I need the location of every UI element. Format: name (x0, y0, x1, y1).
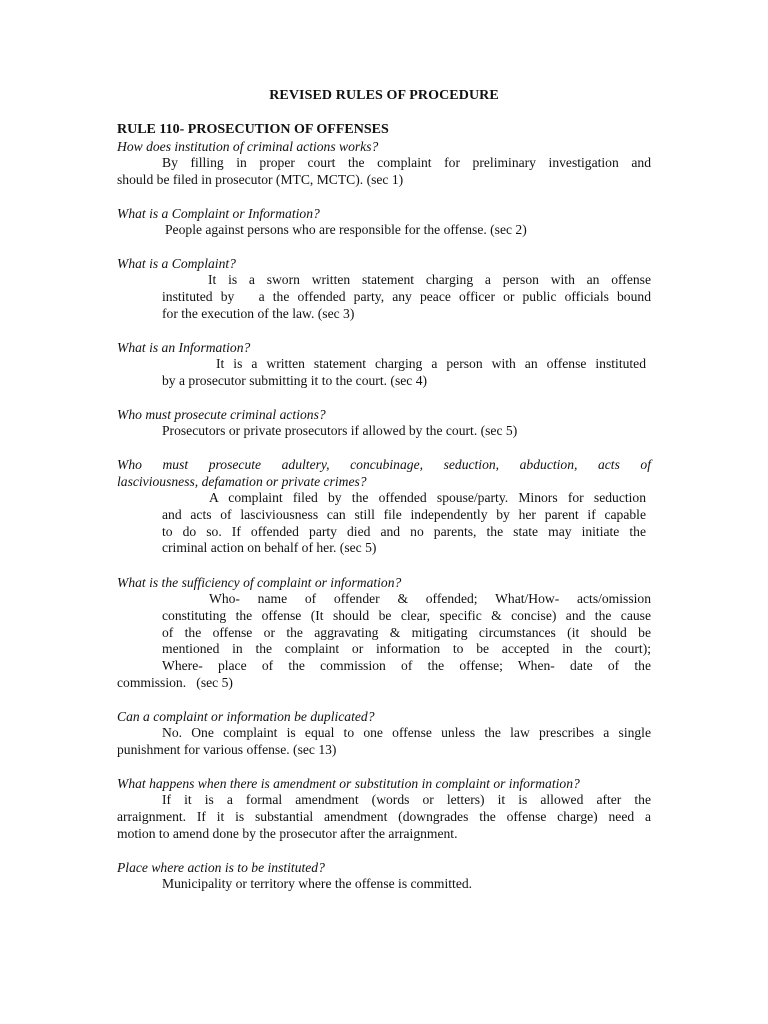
section-question: Who must prosecute criminal actions? (117, 407, 326, 422)
section-question: What is an Information? (117, 340, 251, 355)
section-answer (117, 725, 651, 759)
answer-line: by a prosecutor submitting it to the court. (sec 4) (162, 372, 428, 388)
answer-line: and acts of lasciviousness can still file independently by her parent if capable (162, 506, 646, 522)
answer-line: to do so. If offended party died and no parents, the state may initiate the (162, 523, 646, 539)
section-question: Place where action is to be instituted? (117, 860, 325, 875)
answer-line: of the offense or the aggravating & mitigating circumstances (it should be (162, 624, 651, 640)
section-question: What is a Complaint or Information? (117, 206, 320, 221)
answer-line: motion to amend done by the prosecutor after the arraignment. (117, 825, 458, 841)
answer-line: instituted by a the offended party, any peace officer or public officials bound (162, 288, 651, 304)
answer-line: It is a written statement charging a person with an offense instituted (216, 356, 646, 371)
section-question (117, 457, 651, 491)
answer-line: constituting the offense (It should be clear, specific & concise) and the cause (162, 607, 651, 623)
answer-line: for the execution of the law. (sec 3) (162, 305, 355, 321)
answer-line: Prosecutors or private prosecutors if allowed by the court. (sec 5) (162, 423, 518, 438)
answer-line: People against persons who are responsible for the offense. (sec 2) (165, 222, 527, 237)
rule-heading: RULE 110- PROSECUTION OF OFFENSES (117, 122, 389, 137)
section-answer (162, 423, 651, 440)
answer-line: mentioned in the complaint or information to be accepted in the court); (162, 641, 651, 657)
answer-line: arraignment. If it is substantial amendment (downgrades the offense charge) need a (117, 808, 651, 824)
answer-line: Where- place of the commission of the offense; When- date of the (162, 658, 651, 674)
section-answer (162, 356, 646, 390)
answer-line: It is a sworn written statement charging a person with an offense (208, 272, 651, 287)
section-question: What is a Complaint? (117, 256, 236, 271)
answer-line: Who- name of offender & offended; What/How- acts/omission (209, 591, 651, 606)
answer-line: No. One complaint is equal to one offense unless the law prescribes a single (162, 725, 651, 740)
section-answer (117, 591, 651, 692)
section-answer (117, 155, 651, 189)
answer-line: should be filed in prosecutor (MTC, MCTC). (sec 1) (117, 171, 404, 187)
answer-line: criminal action on behalf of her. (sec 5) (162, 540, 377, 556)
section-question: Can a complaint or information be duplicated? (117, 709, 375, 724)
section-answer (162, 490, 646, 557)
answer-line: commission. (sec 5) (117, 674, 233, 690)
answer-line: If it is a formal amendment (words or letters) it is allowed after the (162, 792, 651, 807)
section-question: How does institution of criminal actions works? (117, 139, 379, 154)
answer-line: A complaint filed by the offended spouse/party. Minors for seduction (209, 490, 646, 505)
answer-line: Municipality or territory where the offense is committed. (162, 876, 473, 891)
question-line: Who must prosecute adultery, concubinage, seduction, abduction, acts of (117, 457, 651, 472)
question-line: lasciviousness, defamation or private crimes? (117, 473, 367, 489)
section-question: What happens when there is amendment or substitution in complaint or information? (117, 776, 580, 791)
section-answer (162, 272, 651, 322)
section-answer (165, 222, 651, 239)
answer-line: By filling in proper court the complaint for preliminary investigation and (162, 155, 651, 170)
section-answer (162, 876, 651, 893)
section-answer (117, 792, 651, 842)
section-question: What is the sufficiency of complaint or information? (117, 575, 402, 590)
answer-line: punishment for various offense. (sec 13) (117, 741, 337, 757)
document-title: REVISED RULES OF PROCEDURE (269, 88, 499, 103)
